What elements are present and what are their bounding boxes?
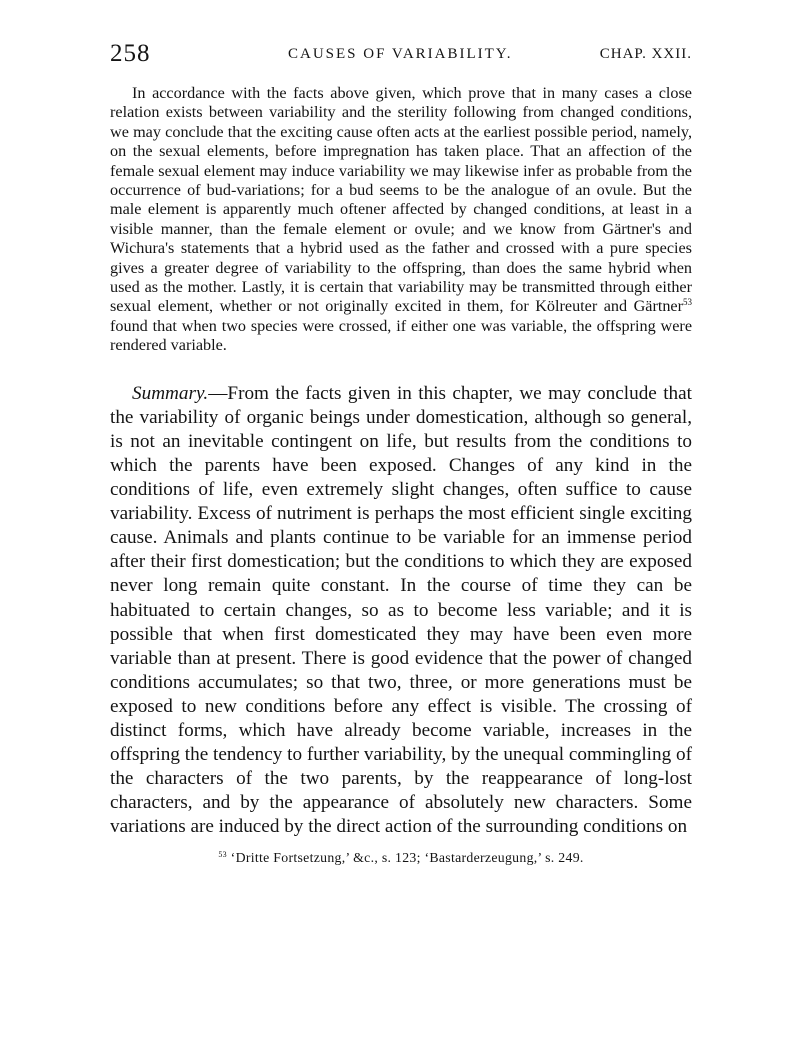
book-page <box>110 40 692 867</box>
summary-heading: Summary. <box>132 382 209 404</box>
paragraph-variability-sexual-elements <box>110 84 692 356</box>
paragraph-text-continued: found that when two species were crossed, if either one was variable, the offspring were rendered variable. <box>110 316 692 355</box>
page-number: 258 <box>110 40 151 67</box>
paragraph-text: In accordance with the facts above given, which prove that in many cases a close relation exists between variability and the sterility following from changed conditions, we may conclude that the exciting cause often acts at the earliest possible period, namely, on the sexual elements, before impregnation has taken place. That an affection of the female sexual element may induce variability we may likewise infer as probable from the occurrence of bud-variations; for a bud seems to be the analogue of an ovule. But the male element is apparently much oftener affected by changed conditions, at least in a visible manner, than the female element or ovule; and we know from Gärtner's and Wichura's statements that a hybrid used as the father and crossed with a pure species gives a greater degree of variability to the offspring, than does the same hybrid when used as the mother. Lastly, it is certain that variability may be transmitted through either sexual element, whether or not originally excited in them, for Kölreuter and Gärtner <box>110 84 692 316</box>
summary-text: —From the facts given in this chapter, we may conclude that the variability of organic beings under domestication, although so general, is not an inevitable contingent on life, but results from the conditions to which the parents have been exposed. Changes of any kind in the conditions of life, even extremely slight changes, often suffice to cause variability. Excess of nutriment is perhaps the most efficient single exciting cause. Animals and plants continue to be variable for an immense period after their first domestication; but the conditions to which they are exposed never long remain quite constant. In the course of time they can be habituated to certain changes, so as to become less variable; and it is possible that when first domesticated they may have been even more variable than at present. There is good evidence that the power of changed conditions accumulates; so that two, three, or more generations must be exposed to new conditions before any effect is visible. The crossing of distinct forms, which have already become variable, increases in the offspring the tendency to further variability, by the unequal commingling of the characters of the two parents, by the reappearance of long-lost characters, and by the appearance of absolutely new characters. Some variations are induced by the direct action of the surrounding conditions on <box>110 382 692 838</box>
running-head <box>110 40 692 74</box>
footnote-number: 53 <box>218 850 227 860</box>
paragraph-summary <box>110 382 692 840</box>
chapter-title: CAUSES OF VARIABILITY. <box>288 46 513 62</box>
footnote-text: ‘Dritte Fortsetzung,’ &c., s. 123; ‘Bastarderzeugung,’ s. 249. <box>226 850 584 866</box>
chapter-reference: CHAP. XXII. <box>599 46 692 62</box>
footnote <box>110 849 692 867</box>
footnote-reference: 53 <box>683 297 692 308</box>
